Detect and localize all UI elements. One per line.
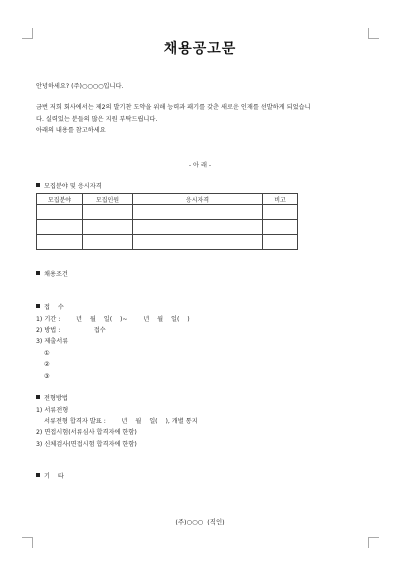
bullet-icon	[36, 304, 40, 308]
document-item-3: ③	[44, 373, 50, 380]
column-header: 응시자격	[133, 194, 263, 205]
document-item-1: ①	[44, 350, 50, 357]
table-row	[37, 220, 298, 235]
section-other-heading	[36, 472, 64, 481]
column-header: 모집인원	[83, 194, 133, 205]
table-cell[interactable]	[263, 205, 298, 220]
company-seal-footer: (주)○○○ (직인)	[175, 518, 225, 526]
documents-label: 3) 제출서류	[36, 338, 69, 345]
section-reception-label: 접 수	[44, 304, 64, 311]
column-header: 모집분야	[37, 194, 83, 205]
process-step-1: 1) 서류전형	[36, 407, 69, 414]
intro-line-3: 아래의 내용를 참고하세요	[36, 127, 106, 134]
section-conditions-label: 채용조건	[44, 271, 68, 278]
qualification-table	[36, 193, 298, 250]
bullet-icon	[36, 271, 40, 275]
table-cell[interactable]	[83, 235, 133, 250]
table-cell[interactable]	[37, 220, 83, 235]
greeting-text: 안녕하세요? (주)○○○○입니다.	[36, 83, 124, 90]
document-title: 채용공고문	[163, 41, 237, 57]
section-other-label: 기 타	[44, 473, 64, 480]
table-cell[interactable]	[83, 220, 133, 235]
table-row	[37, 205, 298, 220]
table-cell[interactable]	[37, 235, 83, 250]
process-step-3: 3) 신체검사(면접시험 합격자에 한함)	[36, 441, 137, 448]
table-cell[interactable]	[37, 205, 83, 220]
bullet-icon	[36, 183, 40, 187]
crop-mark-bottom-left	[22, 537, 33, 548]
table-cell[interactable]	[263, 220, 298, 235]
table-row	[37, 235, 298, 250]
table-cell[interactable]	[133, 220, 263, 235]
table-cell[interactable]	[133, 205, 263, 220]
table-cell[interactable]	[133, 235, 263, 250]
process-step-2: 2) 면접시험(서류심사 합격자에 한함)	[36, 429, 137, 436]
bullet-icon	[36, 395, 40, 399]
table-cell[interactable]	[83, 205, 133, 220]
section-qualification-label: 모집분야 및 응시자격	[44, 183, 102, 190]
reception-method: 2) 방법 : 접수	[36, 327, 106, 334]
below-marker: - 아 래 -	[188, 162, 212, 169]
bullet-icon	[36, 473, 40, 477]
table-cell[interactable]	[263, 235, 298, 250]
crop-mark-bottom-right	[368, 537, 379, 548]
section-qualification-heading	[36, 182, 102, 191]
table-header-row	[37, 194, 298, 205]
section-reception-heading	[36, 303, 64, 312]
section-process-label: 전형방법	[44, 395, 68, 402]
process-step-1-detail: 서류전형 합격자 발표 : 년 월 일( ), 개별 통지	[44, 418, 198, 425]
intro-line-2: 다. 실력있는 분들의 많은 지원 부탁드립니다.	[36, 116, 158, 123]
section-process-heading	[36, 394, 68, 403]
document-item-2: ②	[44, 361, 50, 368]
column-header: 비고	[263, 194, 298, 205]
reception-period: 1) 기간 : 년 월 일( )~ 년 월 일( )	[36, 316, 190, 323]
intro-line-1: 금번 저희 회사에서는 제2의 발기찬 도약을 위해 능력과 패기를 갖춘 새로운 인재를 선발하게 되었습니	[36, 104, 311, 111]
section-conditions-heading	[36, 270, 68, 279]
